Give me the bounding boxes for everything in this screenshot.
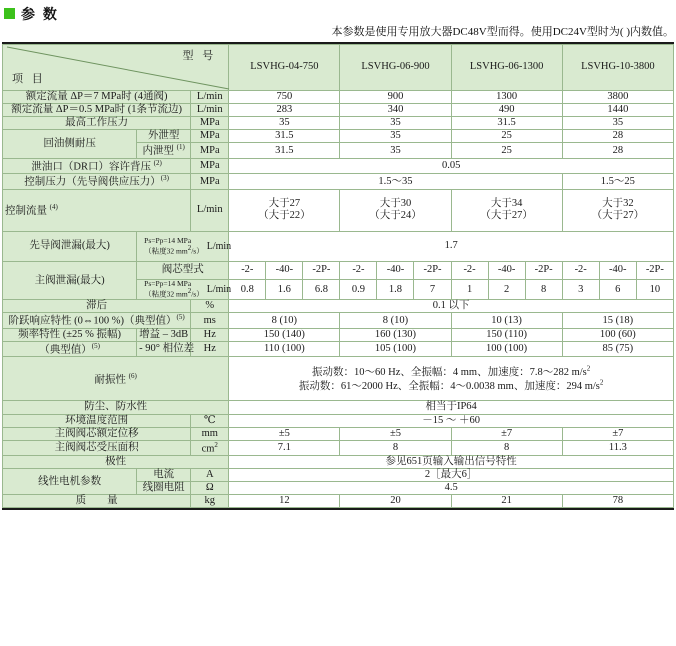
row-mass: [3, 495, 674, 508]
main-leak-value-1: 0.8: [229, 279, 266, 299]
value-rated-flow-7mpa-3: 1300: [451, 91, 562, 104]
spool-type-4: -2-: [340, 261, 377, 279]
row-rated-flow-05mpa: [3, 104, 674, 117]
value-freq-phase-1: 110 (100): [229, 341, 340, 357]
table-header-row: [3, 45, 674, 91]
label-max-working-pressure: 最高工作压力: [3, 117, 191, 130]
main-leak-value-5: 1.8: [377, 279, 414, 299]
label-rated-flow-05mpa: 额定流量 ΔP＝0.5 MPa时 (1条节流边): [3, 104, 191, 117]
label-freq-response-gain: 增益 – 3dB: [137, 328, 191, 341]
value-freq-gain-4: 100 (60): [562, 328, 673, 341]
row-control-flow: [3, 189, 674, 231]
main-leak-value-6: 7: [414, 279, 451, 299]
row-ambient-temp: [3, 414, 674, 427]
unit-main-leak: L/min: [206, 283, 232, 295]
value-spool-stroke-3: ±7: [451, 427, 562, 440]
page-title-row: [0, 0, 676, 22]
value-rated-flow-7mpa-4: 3800: [562, 91, 673, 104]
subtitle-note: 本参数是使用专用放大器DC48V型而得。使用DC24V型时为( )内数值。: [331, 26, 674, 38]
spool-type-8: -40-: [488, 261, 525, 279]
value-rated-flow-05mpa-1: 283: [229, 104, 340, 117]
corner-model-label: 型 号: [182, 50, 217, 62]
row-hysteresis: [3, 300, 674, 313]
model-header-3: LSVHG-06-1300: [451, 45, 562, 91]
row-control-pressure: [3, 174, 674, 190]
spool-type-7: -2-: [451, 261, 488, 279]
main-leak-cond-line2: （粘度32 $mm^2/s$）: [144, 287, 204, 299]
label-mass: 质 量: [3, 495, 191, 508]
value-return-pressure-internal-1: 31.5: [229, 143, 340, 159]
main-leak-value-2: 1.6: [266, 279, 303, 299]
value-step-response-3: 10 (13): [451, 313, 562, 329]
value-freq-phase-3: 100 (100): [451, 341, 562, 357]
value-max-working-pressure-4: 35: [562, 117, 673, 130]
label-pilot-leak: 先导阀泄漏(最大): [3, 231, 137, 261]
unit-return-pressure-external: MPa: [191, 130, 229, 143]
control-flow-main-1: 大于27: [268, 198, 301, 210]
row-spool-stroke: [3, 427, 674, 440]
main-leak-value-9: 8: [525, 279, 562, 299]
unit-freq-response-gain: Hz: [191, 328, 229, 341]
table-bottom-rule: [2, 508, 674, 510]
specification-table: [2, 44, 674, 508]
spool-type-1: -2-: [229, 261, 266, 279]
value-spool-area-1: 7.1: [229, 440, 340, 456]
value-rated-flow-05mpa-4: 1440: [562, 104, 673, 117]
unit-step-response: ms: [191, 313, 229, 329]
spool-type-11: -40-: [599, 261, 636, 279]
label-motor-params: 线性电机参数: [3, 469, 137, 495]
value-freq-gain-3: 150 (110): [451, 328, 562, 341]
condition-main-leak: [137, 278, 232, 299]
value-polarity: 参见651页输入输出信号特性: [229, 456, 674, 469]
label-main-leak: 主阀泄漏(最大): [3, 261, 137, 299]
unit-return-pressure-internal: MPa: [191, 143, 229, 159]
label-freq-response-line1: 频率特性 (±25 % 振幅): [3, 328, 137, 341]
label-drain-back-pressure: 泄油口（DR口）容许背压 $^{(2)}$: [3, 158, 191, 174]
value-spool-stroke-1: ±5: [229, 427, 340, 440]
main-leak-value-7: 1: [451, 279, 488, 299]
value-freq-gain-1: 150 (140): [229, 328, 340, 341]
vibration-line1: 振动数：10～60 Hz、全振幅：4 mm、加速度：7.8～282 $m/s^2$: [312, 364, 591, 378]
label-step-response: 阶跃响应特性 (0⇔100 %)（典型值）$^{(5)}$: [3, 313, 191, 329]
value-control-pressure-right: 1.5～25: [562, 174, 673, 190]
unit-control-pressure: MPa: [191, 174, 229, 190]
row-rated-flow-7mpa: [3, 91, 674, 104]
label-return-pressure-external: 外泄型: [137, 130, 191, 143]
value-mass-1: 12: [229, 495, 340, 508]
model-header-2: LSVHG-06-900: [340, 45, 451, 91]
value-spool-area-4: 11.3: [562, 440, 673, 456]
corner-item-label: 项 目: [12, 73, 46, 86]
unit-rated-flow-05mpa: L/min: [191, 104, 229, 117]
main-leak-value-11: 6: [599, 279, 636, 299]
control-flow-main-2: 大于30: [379, 198, 412, 210]
value-drain-back-pressure: 0.05: [229, 158, 674, 174]
condition-pilot-leak: [137, 231, 232, 261]
value-mass-4: 78: [562, 495, 673, 508]
page-title: 参 数: [21, 5, 59, 22]
pilot-leak-cond-line2: （粘度32 $mm^2/s$）: [144, 244, 204, 256]
value-dust-water: 相当于IP64: [229, 401, 674, 414]
control-flow-paren-3: （大于27）: [480, 210, 533, 222]
label-spool-area: 主阀阀芯受压面积: [3, 440, 191, 456]
value-rated-flow-7mpa-1: 750: [229, 91, 340, 104]
value-control-flow-1: [229, 189, 340, 231]
unit-control-flow: L/min: [191, 189, 229, 231]
value-control-pressure-left: 1.5～35: [229, 174, 562, 190]
unit-mass: kg: [191, 495, 229, 508]
value-control-flow-3: [451, 189, 562, 231]
value-return-pressure-external-3: 25: [451, 130, 562, 143]
unit-spool-area: $cm^2$: [191, 440, 229, 456]
main-leak-value-8: 2: [488, 279, 525, 299]
unit-hysteresis: %: [191, 300, 229, 313]
label-motor-current: 电流: [137, 469, 191, 482]
value-return-pressure-internal-3: 25: [451, 143, 562, 159]
label-motor-resistance: 线圈电阻: [137, 482, 191, 495]
value-spool-area-3: 8: [451, 440, 562, 456]
value-freq-phase-2: 105 (100): [340, 341, 451, 357]
value-rated-flow-05mpa-2: 340: [340, 104, 451, 117]
main-leak-value-12: 10: [636, 279, 673, 299]
label-return-pressure: 回油侧耐压: [3, 130, 137, 159]
value-step-response-1: 8 (10): [229, 313, 340, 329]
value-ambient-temp: －15 ～ ＋60: [229, 414, 674, 427]
value-return-pressure-external-4: 28: [562, 130, 673, 143]
value-max-working-pressure-2: 35: [340, 117, 451, 130]
pilot-leak-cond-line1: Ps=Pp=14 MPa: [144, 235, 192, 245]
spool-type-3: -2P-: [303, 261, 340, 279]
row-main-leak-spool-types: [3, 261, 674, 279]
label-polarity: 极性: [3, 456, 229, 469]
value-return-pressure-external-1: 31.5: [229, 130, 340, 143]
vibration-line2: 振动数：61～2000 Hz、全振幅：4～0.0038 mm、加速度：294 $m/s^2$: [298, 378, 604, 393]
row-freq-response-gain: [3, 328, 674, 341]
row-polarity: [3, 456, 674, 469]
row-step-response: [3, 313, 674, 329]
spool-type-12: -2P-: [636, 261, 673, 279]
row-vibration: [3, 357, 674, 401]
spool-type-10: -2-: [562, 261, 599, 279]
row-return-pressure-external: [3, 130, 674, 143]
unit-freq-response-phase: Hz: [191, 341, 229, 357]
row-drain-back-pressure: [3, 158, 674, 174]
row-pilot-leak: [3, 231, 674, 261]
spool-type-9: -2P-: [525, 261, 562, 279]
value-mass-3: 21: [451, 495, 562, 508]
label-vibration: 耐振性 $^{(6)}$: [3, 357, 229, 401]
value-spool-stroke-4: ±7: [562, 427, 673, 440]
value-step-response-2: 8 (10): [340, 313, 451, 329]
label-dust-water: 防尘、防水性: [3, 401, 229, 414]
value-return-pressure-internal-2: 35: [340, 143, 451, 159]
unit-motor-resistance: Ω: [191, 482, 229, 495]
label-rated-flow-7mpa: 额定流量 ΔP＝7 MPa时 (4通阀): [3, 91, 191, 104]
title-marker-icon: [4, 8, 15, 19]
label-freq-response-phase: - 90° 相位差: [137, 341, 191, 357]
value-max-working-pressure-1: 35: [229, 117, 340, 130]
spool-type-6: -2P-: [414, 261, 451, 279]
label-main-leak-spool: 阀芯型式: [137, 261, 229, 279]
control-flow-main-4: 大于32: [602, 198, 634, 210]
unit-motor-current: A: [191, 469, 229, 482]
label-control-pressure: 控制压力（先导阀供应压力）$^{(3)}$: [3, 174, 191, 190]
model-header-4: LSVHG-10-3800: [562, 45, 673, 91]
value-spool-area-2: 8: [340, 440, 451, 456]
main-leak-value-10: 3: [562, 279, 599, 299]
value-motor-resistance: 4.5: [229, 482, 674, 495]
value-rated-flow-05mpa-3: 490: [451, 104, 562, 117]
label-freq-response-line2: （典型值）$^{(5)}$: [3, 341, 137, 357]
value-vibration: [229, 357, 674, 401]
main-leak-value-3: 6.8: [303, 279, 340, 299]
row-motor-current: [3, 469, 674, 482]
value-max-working-pressure-3: 31.5: [451, 117, 562, 130]
label-return-pressure-internal: 内泄型 $^{(1)}$: [137, 143, 191, 159]
row-freq-response-phase: [3, 341, 674, 357]
spool-type-5: -40-: [377, 261, 414, 279]
value-mass-2: 20: [340, 495, 451, 508]
label-spool-stroke: 主阀阀芯额定位移: [3, 427, 191, 440]
spool-type-2: -40-: [266, 261, 303, 279]
value-pilot-leak: 1.7: [229, 231, 674, 261]
control-flow-main-3: 大于34: [490, 198, 523, 210]
control-flow-paren-4: （大于27）: [591, 210, 645, 222]
unit-spool-stroke: mm: [191, 427, 229, 440]
unit-max-working-pressure: MPa: [191, 117, 229, 130]
unit-ambient-temp: ℃: [191, 414, 229, 427]
unit-pilot-leak: L/min: [206, 240, 232, 252]
value-hysteresis: 0.1 以下: [229, 300, 674, 313]
value-freq-gain-2: 160 (130): [340, 328, 451, 341]
value-return-pressure-external-2: 35: [340, 130, 451, 143]
control-flow-paren-1: （大于22）: [258, 210, 311, 222]
row-spool-area: [3, 440, 674, 456]
value-motor-current: 2［最大6］: [229, 469, 674, 482]
label-control-flow-text: 控制流量 $^{(4)}$: [5, 203, 58, 217]
value-control-flow-2: [340, 189, 451, 231]
unit-drain-back-pressure: MPa: [191, 158, 229, 174]
row-max-working-pressure: [3, 117, 674, 130]
label-hysteresis: 滞后: [3, 300, 191, 313]
model-header-1: LSVHG-04-750: [229, 45, 340, 91]
value-rated-flow-7mpa-2: 900: [340, 91, 451, 104]
row-dust-water: [3, 401, 674, 414]
value-control-flow-4: [562, 189, 673, 231]
label-ambient-temp: 环境温度范围: [3, 414, 191, 427]
label-control-flow: [3, 189, 191, 231]
corner-diagonal-cell: [3, 45, 229, 91]
value-spool-stroke-2: ±5: [340, 427, 451, 440]
main-leak-value-4: 0.9: [340, 279, 377, 299]
control-flow-paren-2: （大于24）: [369, 210, 422, 222]
unit-rated-flow-7mpa: L/min: [191, 91, 229, 104]
value-return-pressure-internal-4: 28: [562, 143, 673, 159]
value-step-response-4: 15 (18): [562, 313, 673, 329]
main-leak-cond-line1: Ps=Pp=14 MPa: [144, 278, 192, 288]
value-freq-phase-4: 85 (75): [562, 341, 673, 357]
